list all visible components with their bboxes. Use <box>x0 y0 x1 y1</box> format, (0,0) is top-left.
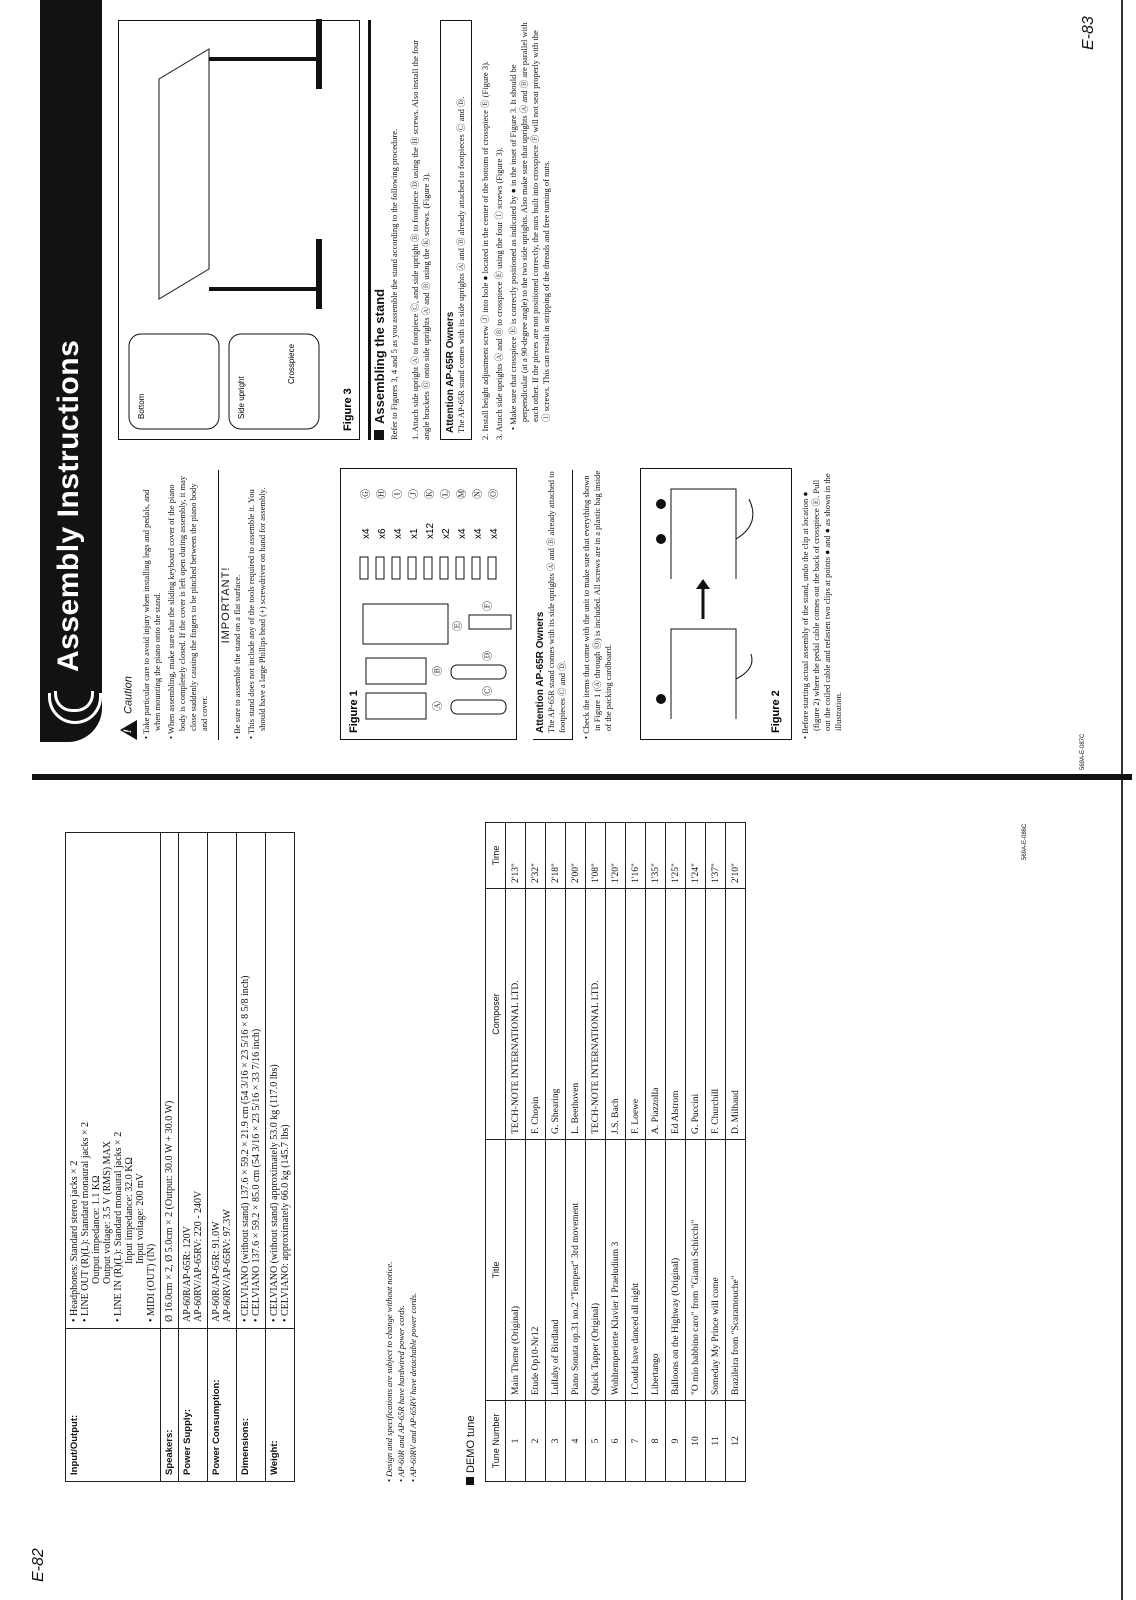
tune-composer: F. Chopin <box>526 889 546 1140</box>
part-label: Ⓖ <box>361 489 372 499</box>
part-label: Ⓕ <box>483 601 494 611</box>
tune-time: 1'25" <box>666 823 686 889</box>
tune-number: 10 <box>686 1401 706 1482</box>
tune-time: 2'00" <box>566 823 586 889</box>
tune-number: 5 <box>586 1401 606 1482</box>
screw-icon <box>456 557 464 579</box>
spec-line: • CELVIANO: approximately 66.0 kg (145.7 lbs) <box>280 1124 291 1322</box>
tune-composer: G. Shearing <box>546 889 566 1140</box>
figure3-illustration <box>119 19 359 439</box>
tune-time: 2'10" <box>726 823 746 889</box>
spec-line: • Headphones: Standard stereo jacks × 2 <box>69 1160 80 1322</box>
fold-line <box>1121 0 1123 1600</box>
tune-composer: F. Loewe <box>626 889 646 1140</box>
tune-title: Main Theme (Original) <box>506 1140 526 1401</box>
spec-row <box>237 833 266 1482</box>
screw-icon <box>488 557 496 579</box>
spec-value <box>161 833 179 1329</box>
note: • AP-60R and AP-65R have hardwired power cords. <box>396 1305 406 1482</box>
tune-number: 3 <box>546 1401 566 1482</box>
screw-icon <box>408 557 416 579</box>
tune-composer: G. Puccini <box>686 889 706 1140</box>
table-row <box>586 823 606 1482</box>
tune-composer: TECH-NOTE INTERNATIONAL LTD. <box>586 889 606 1140</box>
assembling-heading: Assembling the stand <box>368 20 385 440</box>
tune-title: Etude Op10-Nr12 <box>526 1140 546 1401</box>
table-row <box>726 823 746 1482</box>
demo-heading: DEMO tune <box>465 1416 477 1485</box>
step-3: 3. Attach side uprights Ⓐ and Ⓑ to crosspiece Ⓔ using the four Ⓘ screws (Figure 3). <box>494 147 504 440</box>
tune-time: 1'35" <box>646 823 666 889</box>
table-row <box>626 823 646 1482</box>
tune-composer: F. Churchill <box>706 889 726 1140</box>
part-label: Ⓑ <box>433 666 444 676</box>
tune-title: Brazileira from "Scaramouche" <box>726 1140 746 1401</box>
part-qty: x4 <box>457 528 468 539</box>
figure1-box <box>340 468 517 740</box>
figure2-notes <box>800 470 847 740</box>
spec-key: Weight: <box>266 1329 295 1482</box>
part-label: Ⓘ <box>393 489 404 499</box>
spec-line: • LINE OUT (R)(L): Standard monaural jacks × 2 <box>80 1121 91 1322</box>
table-row <box>506 823 526 1482</box>
figure2-title: Figure 2 <box>770 690 782 733</box>
caution-section <box>120 470 271 740</box>
spec-value <box>237 833 266 1329</box>
important-item: • This stand does not include any of the tools required to assemble it. You should have a large Phillips head (+) screwdriver on hand for assembly. <box>246 487 267 739</box>
attention-text: The AP-65R stand comes with its side uprights Ⓐ and Ⓑ already attached to footpieces Ⓒ and Ⓓ. <box>456 96 466 433</box>
tune-time: 2'18" <box>546 823 566 889</box>
tune-title: "O mio babbino caro" from "Gianni Schicchi" <box>686 1140 706 1401</box>
inset-label: Bottom <box>137 393 146 419</box>
tune-time: 1'20" <box>606 823 626 889</box>
figure1-notes <box>525 470 617 740</box>
tune-time: 1'08" <box>586 823 606 889</box>
spec-line: AP-60RV/AP-65RV: 97.3W <box>222 1209 233 1322</box>
spec-table <box>65 832 295 1482</box>
tune-composer: TECH-NOTE INTERNATIONAL LTD. <box>506 889 526 1140</box>
tune-number: 9 <box>666 1401 686 1482</box>
stand-outline-left <box>671 629 736 719</box>
important-item: • Be sure to assemble the stand on a flat surface. <box>232 574 242 739</box>
table-row <box>526 823 546 1482</box>
part-qty: x4 <box>489 528 500 539</box>
screw-icon <box>440 557 448 579</box>
assembling-intro: Refer to Figures 3, 4 and 5 as you assemble the stand according to the following procedure. <box>389 128 399 440</box>
attention-text: The AP-65R stand comes with its side uprights Ⓐ and Ⓑ already attached to footpieces Ⓒ and Ⓓ. <box>546 471 567 733</box>
pedal-cable <box>736 654 752 679</box>
spec-value <box>208 833 237 1329</box>
clip-point-icon <box>656 694 666 704</box>
part-qty: x1 <box>409 528 420 539</box>
page-title: Assembly Instructions <box>52 339 85 672</box>
inset-label: Side upright <box>237 376 246 419</box>
important-heading: IMPORTANT! <box>218 470 232 740</box>
part-qty: x2 <box>441 528 452 539</box>
table-row <box>706 823 726 1482</box>
spec-key: Input/Output: <box>66 1329 161 1482</box>
figure1-illustration <box>341 469 516 739</box>
table-row <box>666 823 686 1482</box>
screw-icon <box>360 557 368 579</box>
table-row <box>686 823 706 1482</box>
footpiece-c <box>451 700 506 714</box>
attention-box <box>533 470 573 740</box>
check-text: • Check the items that come with the unit to make sure that everything shown in Figure 1 (Ⓐ through Ⓞ) is included. All screws are in a plastic bag inside of the packing cardboard. <box>581 470 613 739</box>
tune-time: 1'24" <box>686 823 706 889</box>
part-label: Ⓒ <box>483 686 494 696</box>
clip-point-icon <box>656 534 666 544</box>
page-number-left: E-82 <box>30 1548 47 1582</box>
spec-line: AP-60R/AP-65R: 91.0W <box>211 1221 222 1322</box>
figure3-title: Figure 3 <box>342 388 354 431</box>
part-qty: x4 <box>473 528 484 539</box>
tune-time: 2'13" <box>506 823 526 889</box>
square-bullet-icon <box>466 1477 474 1485</box>
crosspiece-f <box>469 615 511 629</box>
spec-line: • MIDI (OUT) (IN) <box>146 1243 157 1322</box>
spec-row <box>161 833 179 1482</box>
hardware-list <box>360 489 500 579</box>
panel-b <box>366 658 426 684</box>
attention-box <box>440 20 472 440</box>
spec-notes <box>383 832 419 1482</box>
tune-composer: Ed Alstrom <box>666 889 686 1140</box>
col-header: Time <box>486 823 506 889</box>
arrow-head-icon <box>696 579 710 589</box>
tune-title: I Could have danced all night <box>626 1140 646 1401</box>
spec-line: • LINE IN (R)(L): Standard monaural jacks × 2 <box>113 1131 124 1322</box>
part-qty: x4 <box>361 528 372 539</box>
figure2-box <box>640 468 792 740</box>
spec-key: Speakers: <box>161 1329 179 1482</box>
tune-title: Lullaby of Birdland <box>546 1140 566 1401</box>
page-divider <box>32 774 1132 780</box>
tune-title: Piano Sonata op.31 no.2 "Tempest" 3rd movement <box>566 1140 586 1401</box>
col-header: Composer <box>486 889 506 1140</box>
note: • AP-60RV and AP-65RV have detachable power cords. <box>408 1292 418 1482</box>
part-label: Ⓞ <box>489 489 500 499</box>
tune-number: 4 <box>566 1401 586 1482</box>
tune-number: 2 <box>526 1401 546 1482</box>
tune-number: 1 <box>506 1401 526 1482</box>
demo-tune-table <box>485 822 746 1482</box>
figure2-illustration <box>641 469 791 739</box>
part-qty: x4 <box>393 528 404 539</box>
tune-composer: L. Beethoven <box>566 889 586 1140</box>
table-row <box>566 823 586 1482</box>
table-row <box>546 823 566 1482</box>
spec-line: Input voltage: 200 mV <box>135 1173 146 1264</box>
spec-key: Power Consumption: <box>208 1329 237 1482</box>
spec-row <box>266 833 295 1482</box>
part-label: Ⓓ <box>483 651 494 661</box>
stand-outline-right <box>671 489 736 579</box>
spec-row <box>66 833 161 1482</box>
clip-point-icon <box>656 499 666 509</box>
spec-line: AP-60RV/AP-65RV: 220 - 240V <box>193 1190 204 1322</box>
figure1-title: Figure 1 <box>348 690 360 733</box>
inset-label: Crosspiece <box>287 343 296 384</box>
screw-icon <box>472 557 480 579</box>
figure3-box <box>118 20 360 440</box>
part-label: Ⓝ <box>473 489 484 499</box>
part-label: Ⓗ <box>377 489 388 499</box>
spec-value <box>266 833 295 1329</box>
spec-line: AP-60R/AP-65R: 120V <box>182 1226 193 1322</box>
caution-item: • When assembling, make sure that the sliding keyboard cover of the piano body is completely closed. If the cover is left open during assembly, it may close suddenly causing the fingers to be pinched between the piano body and cover. <box>166 475 209 739</box>
spec-row <box>179 833 208 1482</box>
crosspiece-e <box>363 604 448 644</box>
page-code-left: 569A-E-086C <box>1022 823 1028 860</box>
panel-a <box>366 693 426 719</box>
part-label: Ⓙ <box>409 489 420 499</box>
tune-title: Libertango <box>646 1140 666 1401</box>
tune-title: Quick Tapper (Original) <box>586 1140 606 1401</box>
table-row <box>606 823 626 1482</box>
part-qty: x12 <box>425 522 436 539</box>
spec-line: • CELVIANO (without stand) 137.6 × 59.2 × 21.9 cm (54 3/16 × 23 5/16 × 8 5/8 inch) <box>240 975 251 1322</box>
caution-heading: !Caution <box>120 470 137 740</box>
spec-row <box>208 833 237 1482</box>
step-2: 2. Install height adjustment screw Ⓙ into hole ● located in the center of the bottom of crosspiece Ⓔ (Figure 3). <box>480 60 490 440</box>
screw-icon <box>376 557 384 579</box>
table-row <box>646 823 666 1482</box>
tune-title: Wohltemperierte Klavier I Praeludium 3 <box>606 1140 626 1401</box>
tune-number: 12 <box>726 1401 746 1482</box>
tune-number: 6 <box>606 1401 626 1482</box>
part-label: Ⓔ <box>453 621 464 631</box>
attention-heading: Attention AP-65R Owners <box>445 311 456 433</box>
part-label: Ⓛ <box>441 489 452 499</box>
pedal-cable <box>736 499 753 539</box>
before-text: • Before starting actual assembly of the stand, undo the clip at location ● (figure 2) where the pedal cable comes out the back of crosspiece Ⓔ. Pull out the coiled cable and refasten two clips at points ● and ● as shown in the illustration. <box>800 473 843 739</box>
assembling-section <box>118 20 555 440</box>
page-number-right: E-83 <box>1080 16 1097 50</box>
spec-line: Ø 16.0cm × 2, Ø 5.0cm × 2 (Output: 30.0 W + 30.0 W) <box>164 1100 175 1322</box>
tune-time: 1'37" <box>706 823 726 889</box>
spec-value <box>179 833 208 1329</box>
table-header-row <box>486 823 506 1482</box>
note: • Design and specifications are subject to change without notice. <box>384 1261 394 1482</box>
step-3-note: • Make sure that crosspiece Ⓔ is correctly positioned as indicated by ● in the inset of Figure 3. It should be perpendicular (at a 90-degree angle) to the two side uprights. Also make sure that uprights Ⓐ and Ⓑ are parallel with each other. If the pieces are not positioned correctly, the nuts built into crosspiece Ⓕ will not seat properly with the Ⓘ screws. This can result in stripping of the threads and free turning of nuts. <box>508 22 551 430</box>
spec-value <box>66 833 161 1329</box>
tune-composer: J.S. Bach <box>606 889 626 1140</box>
part-label: Ⓐ <box>433 701 444 711</box>
footpiece-d <box>451 665 506 679</box>
warning-icon <box>120 720 137 740</box>
upright-drawing <box>209 59 319 289</box>
screw-icon <box>424 557 432 579</box>
col-header: Tune Number <box>486 1401 506 1482</box>
caution-item: • Take particular care to avoid injury when installing legs and pedals, and when mounting the piano onto the stand. <box>141 489 162 739</box>
spec-line: Output voltage: 3.5 V (RMS) MAX <box>102 1141 113 1284</box>
step-1: 1. Attach side upright Ⓐ to footpiece Ⓒ, and side upright Ⓑ to footpiece Ⓓ using the Ⓗ screws. Also install the four angle brackets Ⓖ onto side uprights Ⓐ and Ⓑ using the Ⓚ screws. (Figure 3). <box>410 39 431 440</box>
part-label: Ⓚ <box>425 489 436 499</box>
spec-line: Output impedance: 1.1 KΩ <box>91 1175 102 1284</box>
tune-composer: A. Piazzolla <box>646 889 666 1140</box>
spec-line: • CELVIANO (without stand) approximately 53.0 kg (117.0 lbs) <box>269 1064 280 1322</box>
tune-composer: D. Milhaud <box>726 889 746 1140</box>
tune-time: 1'16" <box>626 823 646 889</box>
spec-line: • CELVIANO 137.6 × 59.2 × 85.0 cm (54 3/16 × 23 5/16 × 33 7/16 inch) <box>251 1028 262 1322</box>
title-banner <box>40 0 102 742</box>
crosspiece-drawing <box>159 49 209 299</box>
spec-key: Power Supply: <box>179 1329 208 1482</box>
tune-number: 11 <box>706 1401 726 1482</box>
spec-key: Dimensions: <box>237 1329 266 1482</box>
tune-title: Someday My Prince will come <box>706 1140 726 1401</box>
part-label: Ⓜ <box>457 489 468 499</box>
square-bullet-icon <box>374 430 384 440</box>
page-code-right: 569A-E-087C <box>1080 733 1086 770</box>
screw-icon <box>392 557 400 579</box>
tune-number: 7 <box>626 1401 646 1482</box>
spec-line: Input impedance: 32.0 KΩ <box>124 1157 135 1264</box>
tune-title: Balloons on the Highway (Original) <box>666 1140 686 1401</box>
col-header: Title <box>486 1140 506 1401</box>
tune-number: 8 <box>646 1401 666 1482</box>
attention-heading: Attention AP-65R Owners <box>535 611 546 733</box>
tune-time: 2'32" <box>526 823 546 889</box>
part-qty: x6 <box>377 528 388 539</box>
